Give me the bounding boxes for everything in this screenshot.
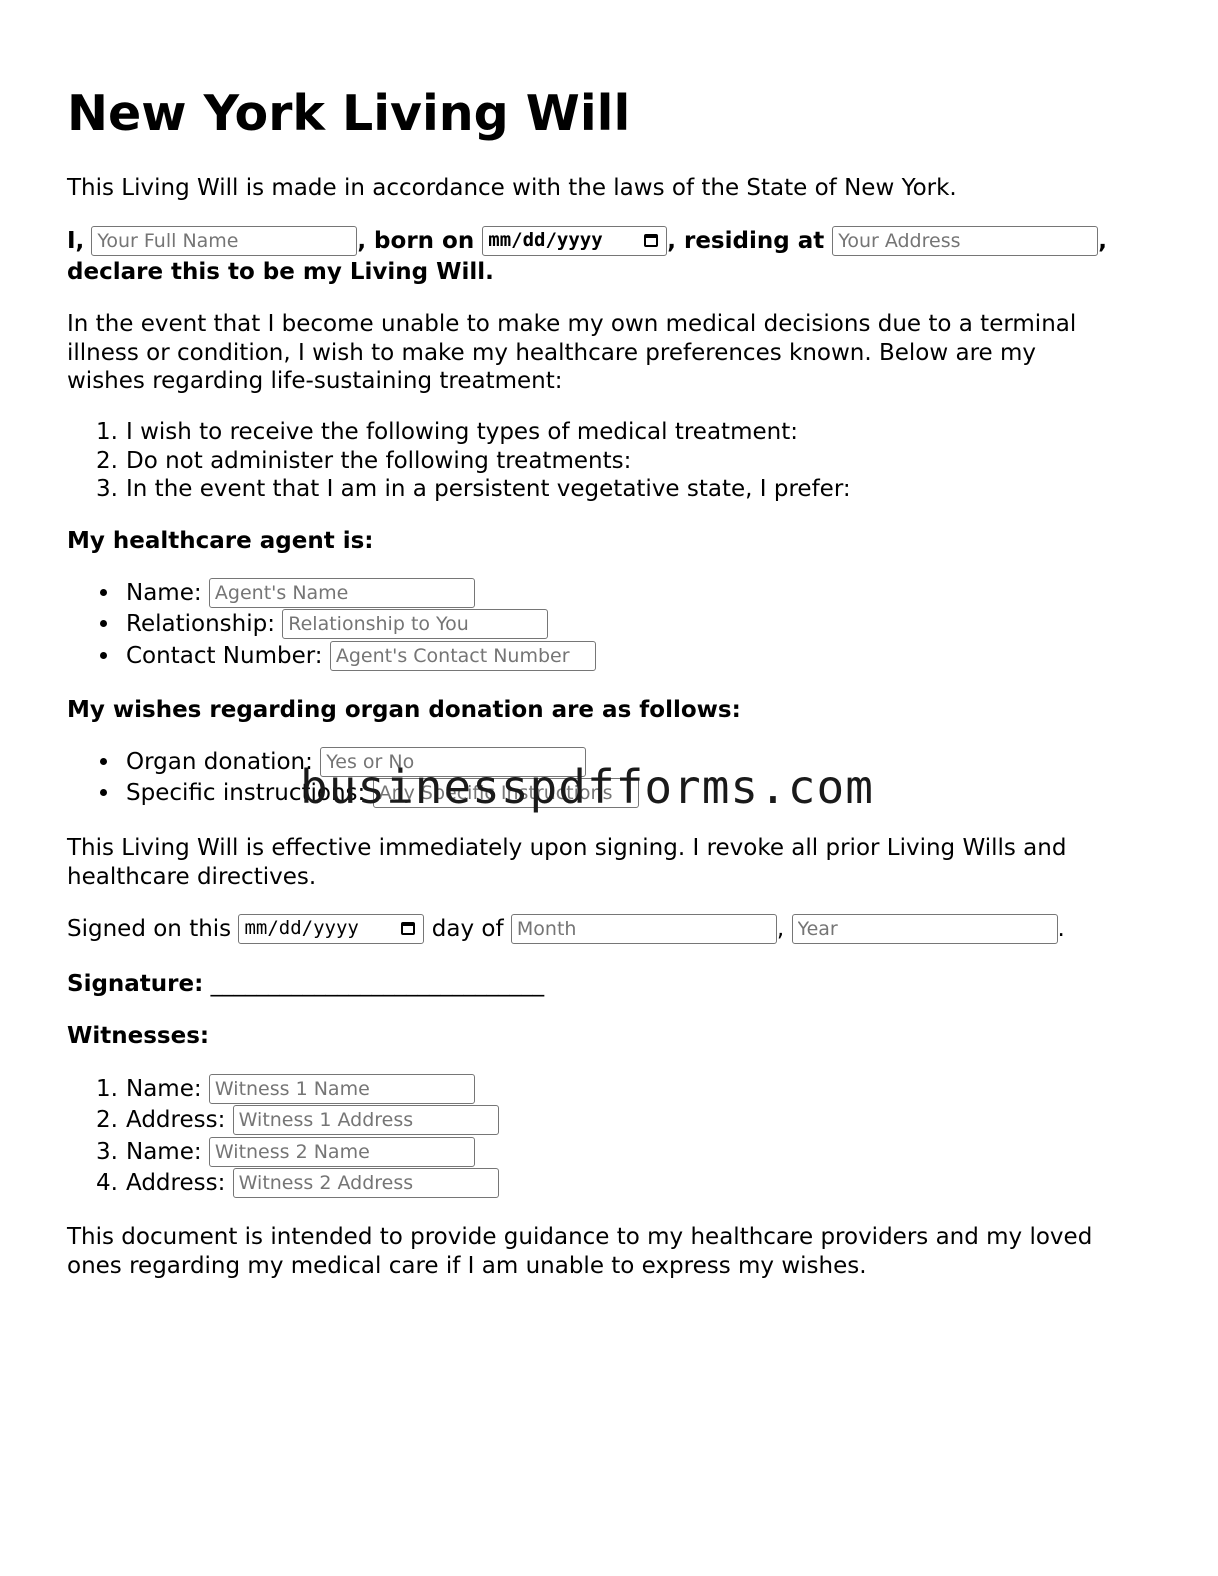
witness-1-address-input[interactable] <box>233 1105 499 1135</box>
witness-item <box>126 1168 499 1199</box>
organ-donation-item <box>126 747 586 778</box>
witness-2-address-input[interactable] <box>233 1168 499 1198</box>
effective-line-1: This Living Will is effective immediately upon signing. I revoke all prior Living Wills and <box>67 835 1067 861</box>
list-item: Do not administer the following treatments: <box>126 447 632 474</box>
witness-item <box>126 1074 475 1105</box>
agent-heading: My healthcare agent is: <box>67 528 374 554</box>
list-item-number: 3. <box>96 476 118 502</box>
residing-at-label: , residing at <box>667 228 825 254</box>
signed-date-input[interactable] <box>238 914 424 944</box>
signature-line <box>67 970 544 999</box>
agent-name-input[interactable] <box>209 578 475 608</box>
bullet <box>100 620 107 627</box>
agent-contact-item <box>126 641 596 672</box>
agent-relationship-input[interactable] <box>282 609 548 639</box>
preferences-intro-line-1: In the event that I become unable to make my own medical decisions due to a terminal <box>67 311 1077 337</box>
year-input[interactable] <box>792 914 1058 944</box>
signed-period: . <box>1057 916 1065 942</box>
declaration-text: declare this to be my Living Will. <box>67 259 494 285</box>
list-item: I wish to receive the following types of medical treatment: <box>126 419 798 445</box>
intro-text: This Living Will is made in accordance with the laws of the State of New York. <box>67 175 957 201</box>
bullet <box>100 758 107 765</box>
watermark: businesspdfforms.com <box>300 760 874 814</box>
declaration-i: I, <box>67 228 85 254</box>
agent-relationship-item <box>126 609 548 640</box>
organ-instructions-item <box>126 778 639 809</box>
witnesses-heading: Witnesses: <box>67 1023 210 1049</box>
signed-on-label: Signed on this <box>67 916 232 942</box>
list-item-number: 3. <box>96 1139 118 1165</box>
witness-item <box>126 1105 499 1136</box>
list-item: In the event that I am in a persistent vegetative state, I prefer: <box>126 476 851 502</box>
declaration-comma: , <box>1098 228 1107 254</box>
witness-2-address-label: Address: <box>126 1170 226 1196</box>
day-of-label: day of <box>431 916 504 942</box>
list-item-number: 2. <box>96 447 118 474</box>
birth-date-input[interactable] <box>482 226 667 256</box>
birth-date-placeholder: mm/dd/yyyy <box>488 229 603 251</box>
witness-1-name-input[interactable] <box>209 1074 475 1104</box>
closing-line-1: This document is intended to provide guidance to my healthcare providers and my loved <box>67 1224 1093 1250</box>
witness-1-address-label: Address: <box>126 1107 226 1133</box>
signature-blank: _____________________________ <box>210 971 545 997</box>
declaration-row <box>67 226 1107 257</box>
agent-name-item <box>126 578 475 609</box>
preferences-intro-line-2: illness or condition, I wish to make my healthcare preferences known. Below are my <box>67 339 1037 366</box>
witness-1-name-label: Name: <box>126 1076 202 1102</box>
organ-instructions-label: Specific instructions: <box>126 780 366 806</box>
agent-contact-input[interactable] <box>330 641 596 671</box>
calendar-icon[interactable] <box>401 922 415 935</box>
month-input[interactable] <box>511 914 777 944</box>
organ-heading: My wishes regarding organ donation are as follows: <box>67 697 741 723</box>
organ-instructions-input[interactable] <box>373 778 639 808</box>
organ-donation-input[interactable] <box>320 747 586 777</box>
effective-line-2: healthcare directives. <box>67 863 317 890</box>
address-input[interactable] <box>832 226 1098 256</box>
bullet <box>100 652 107 659</box>
born-on-label: , born on <box>357 228 475 254</box>
signed-date-placeholder: mm/dd/yyyy <box>244 917 359 939</box>
witness-2-name-label: Name: <box>126 1139 202 1165</box>
agent-relationship-label: Relationship: <box>126 611 275 637</box>
signed-comma: , <box>776 916 785 942</box>
preferences-intro-line-3: wishes regarding life-sustaining treatment: <box>67 368 563 394</box>
signed-row <box>67 914 1065 945</box>
witness-item <box>126 1137 475 1168</box>
agent-name-label: Name: <box>126 580 202 606</box>
closing-line-2: ones regarding my medical care if I am unable to express my wishes. <box>67 1252 867 1279</box>
agent-contact-label: Contact Number: <box>126 643 323 669</box>
list-item-number: 1. <box>96 1076 118 1102</box>
witness-2-name-input[interactable] <box>209 1137 475 1167</box>
full-name-input[interactable] <box>91 226 357 256</box>
list-item-number: 1. <box>96 419 118 445</box>
bullet <box>100 589 107 596</box>
bullet <box>100 789 107 796</box>
calendar-icon[interactable] <box>644 234 658 247</box>
signature-label: Signature: <box>67 971 204 997</box>
organ-donation-label: Organ donation: <box>126 749 313 775</box>
list-item-number: 2. <box>96 1107 118 1133</box>
list-item-number: 4. <box>96 1170 118 1196</box>
page-title: New York Living Will <box>67 85 631 142</box>
